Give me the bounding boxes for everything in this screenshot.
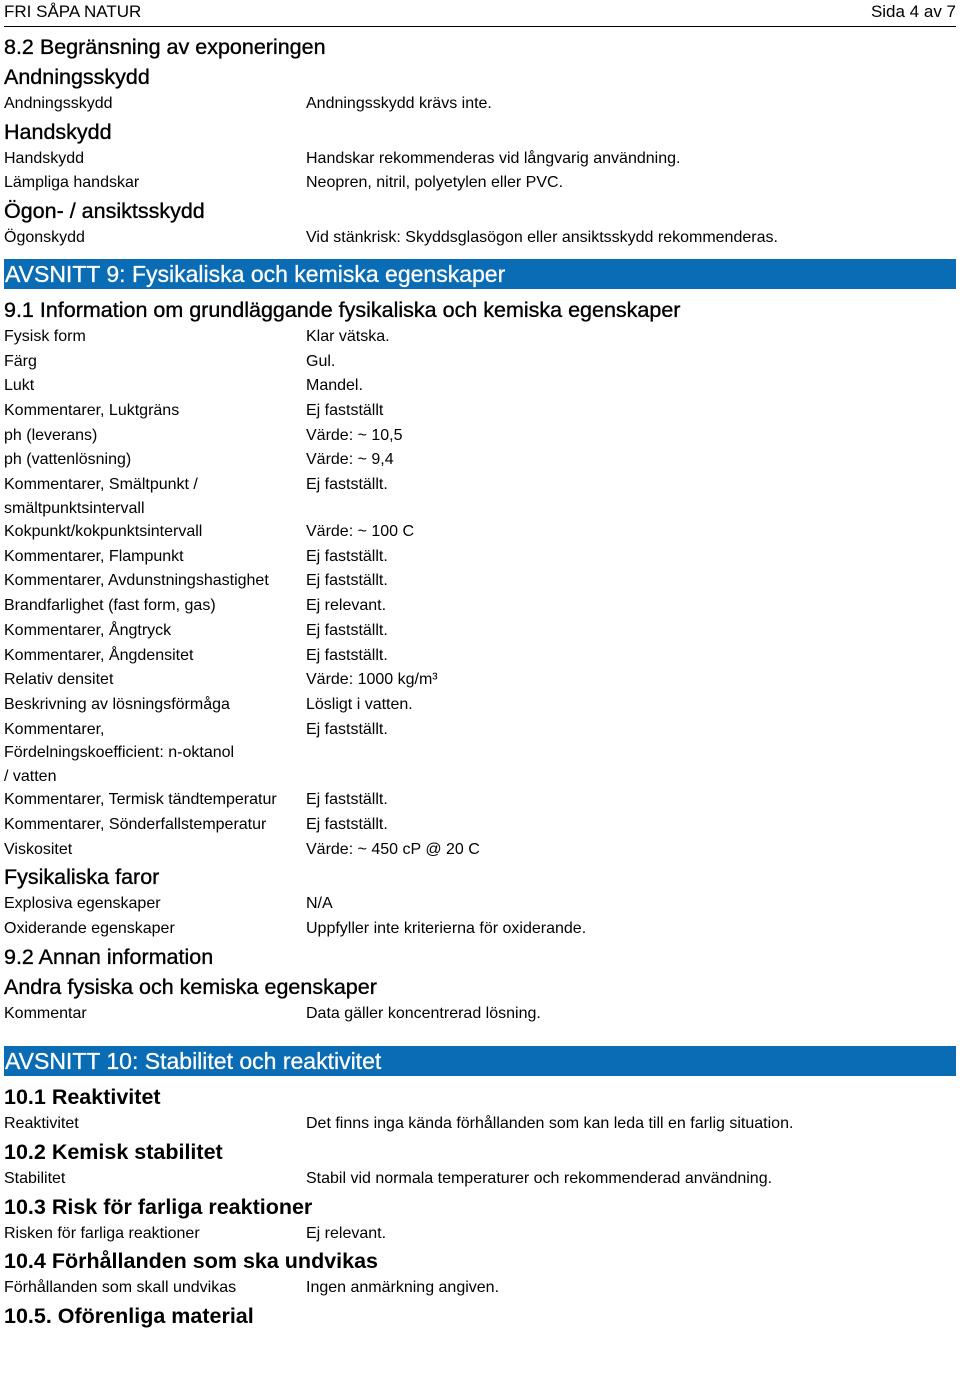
product-name: FRI SÅPA NATUR [4, 2, 142, 21]
property-value: Gul. [306, 352, 336, 370]
respiratory-protection-title: Andningsskydd [4, 65, 150, 89]
property-label: Fysisk form [4, 327, 86, 345]
property-label: Handskydd [4, 149, 85, 167]
property-row [4, 788, 956, 813]
property-row [4, 171, 956, 196]
eye-protection-title: Ögon- / ansiktsskydd [4, 199, 205, 224]
property-label: Kommentarer, Smältpunkt / smältpunktsintervall [4, 476, 198, 517]
property-row [4, 374, 956, 399]
property-value: Ej fastställt. [306, 791, 388, 809]
property-row [4, 1222, 956, 1247]
property-value: Det finns inga kända förhållanden som kan leda till en farlig situation. [306, 1115, 794, 1133]
property-value: Ingen anmärkning angiven. [306, 1279, 500, 1297]
section-9-1-heading: 9.1 Information om grundläggande fysikaliska och kemiska egenskaper [4, 297, 681, 322]
property-row [4, 545, 956, 570]
property-label: ph (vattenlösning) [4, 451, 132, 469]
property-row [4, 917, 956, 942]
property-row [4, 569, 956, 594]
property-value: Handskar rekommenderas vid långvarig användning. [306, 149, 681, 167]
section-10-5-heading: 10.5. Oförenliga material [4, 1304, 254, 1329]
property-label: Kommentarer, Avdunstningshastighet [4, 572, 269, 590]
section-9-2-heading: 9.2 Annan information [4, 944, 214, 969]
section-10-banner: AVSNITT 10: Stabilitet och reaktivitet [4, 1046, 956, 1076]
property-row [4, 92, 956, 117]
section-10-2-heading: 10.2 Kemisk stabilitet [4, 1140, 223, 1165]
property-row [4, 448, 956, 473]
property-value: Ej fastställt. [306, 646, 388, 664]
property-value: Mandel. [306, 377, 363, 395]
property-row [4, 718, 956, 789]
property-label: Färg [4, 352, 37, 370]
property-value: Stabil vid normala temperaturer och rekommenderad användning. [306, 1170, 773, 1188]
property-row [4, 350, 956, 375]
property-label: Lukt [4, 377, 35, 395]
property-label: Brandfarlighet (fast form, gas) [4, 597, 216, 615]
property-label: Kommentarer, Fördelningskoefficient: n-oktanol / vatten [4, 720, 235, 785]
property-value: Värde: ~ 450 cP @ 20 C [306, 840, 480, 858]
property-value: Neopren, nitril, polyetylen eller PVC. [306, 174, 564, 192]
property-value: Lösligt i vatten. [306, 695, 413, 713]
property-label: Förhållanden som skall undvikas [4, 1279, 237, 1297]
section-8-2-heading: 8.2 Begränsning av exponeringen [4, 35, 326, 59]
hand-protection-title: Handskydd [4, 119, 112, 144]
property-row [4, 473, 956, 520]
property-row [4, 644, 956, 669]
property-row [4, 693, 956, 718]
section-9-banner: AVSNITT 9: Fysikaliska och kemiska egenskaper [4, 259, 956, 289]
property-row [4, 424, 956, 449]
property-label: Beskrivning av lösningsförmåga [4, 695, 230, 713]
property-row [4, 619, 956, 644]
property-value: Ej fastställt. [306, 621, 388, 639]
property-label: Reaktivitet [4, 1115, 79, 1133]
property-value: Ej fastställt. [306, 720, 388, 738]
property-row [4, 1167, 956, 1192]
properties-list [4, 325, 956, 862]
property-row [4, 520, 956, 545]
property-value: Värde: 1000 kg/m³ [306, 671, 438, 689]
property-label: Viskositet [4, 840, 73, 858]
property-value: Värde: ~ 9,4 [306, 451, 394, 469]
property-label: Andningsskydd [4, 95, 113, 112]
physical-hazards-title: Fysikaliska faror [4, 865, 160, 890]
property-value: Ej fastställt. [306, 815, 388, 833]
property-label: Kommentar [4, 1004, 87, 1022]
property-value: Ej fastställt. [306, 572, 388, 590]
property-row [4, 1002, 956, 1027]
property-row [4, 226, 956, 251]
property-label: Kommentarer, Ångdensitet [4, 646, 194, 664]
property-value: Data gäller koncentrerad lösning. [306, 1004, 541, 1022]
property-label: Risken för farliga reaktioner [4, 1224, 200, 1242]
property-row [4, 668, 956, 693]
property-label: Kommentarer, Ångtryck [4, 621, 172, 639]
page-header [4, 2, 956, 26]
property-label: Kommentarer, Sönderfallstemperatur [4, 815, 267, 833]
property-value: Ej fastställt. [306, 547, 388, 565]
property-label: Kommentarer, Flampunkt [4, 547, 184, 565]
property-value: Andningsskydd krävs inte. [306, 95, 492, 112]
property-value: Ej fastställt [306, 401, 384, 419]
section-10-1-heading: 10.1 Reaktivitet [4, 1085, 161, 1110]
property-value: N/A [306, 895, 333, 913]
property-label: Kommentarer, Termisk tändtemperatur [4, 791, 277, 809]
page-number: Sida 4 av 7 [870, 2, 956, 21]
header-divider [4, 26, 956, 27]
other-properties-title: Andra fysiska och kemiska egenskaper [4, 974, 377, 999]
property-row [4, 594, 956, 619]
property-row [4, 399, 956, 424]
document-body [4, 32, 956, 1331]
property-label: ph (leverans) [4, 426, 98, 444]
property-value: Ej relevant. [306, 1224, 387, 1242]
property-label: Kokpunkt/kokpunktsintervall [4, 523, 203, 541]
property-label: Ögonskydd [4, 229, 85, 247]
property-label: Relativ densitet [4, 671, 114, 689]
property-value: Värde: ~ 10,5 [306, 426, 403, 444]
property-row [4, 813, 956, 838]
property-row [4, 838, 956, 863]
property-label: Stabilitet [4, 1170, 66, 1188]
property-value: Vid stänkrisk: Skyddsglasögon eller ansiktsskydd rekommenderas. [306, 229, 778, 247]
property-value: Värde: ~ 100 C [306, 523, 415, 541]
property-row [4, 1276, 956, 1301]
property-row [4, 1112, 956, 1137]
property-row [4, 325, 956, 350]
property-row [4, 892, 956, 917]
section-10-4-heading: 10.4 Förhållanden som ska undvikas [4, 1249, 379, 1274]
property-value: Uppfyller inte kriterierna för oxiderande. [306, 919, 587, 937]
property-value: Klar vätska. [306, 327, 390, 345]
property-label: Explosiva egenskaper [4, 895, 161, 913]
property-value: Ej fastställt. [306, 476, 388, 494]
property-value: Ej relevant. [306, 597, 387, 615]
section-10-3-heading: 10.3 Risk för farliga reaktioner [4, 1194, 313, 1219]
property-label: Kommentarer, Luktgräns [4, 401, 180, 419]
property-row [4, 147, 956, 172]
property-label: Lämpliga handskar [4, 174, 140, 192]
property-label: Oxiderande egenskaper [4, 919, 175, 937]
